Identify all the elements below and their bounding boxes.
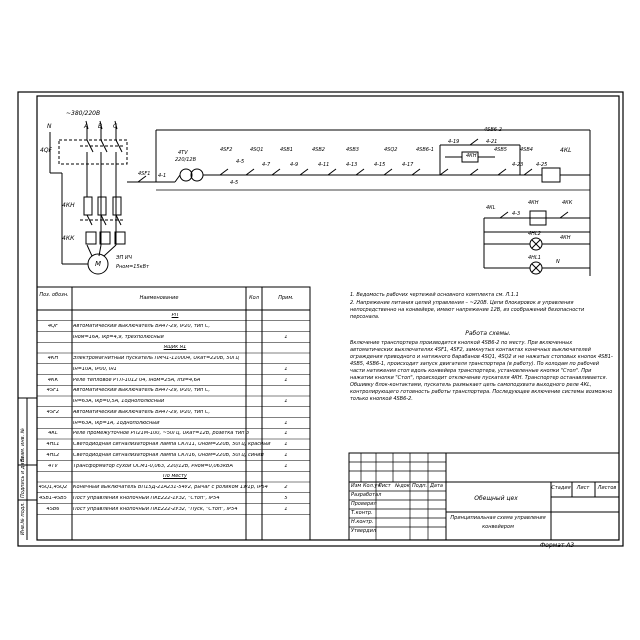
table-cell-pos: 4SQ1,4SQ2 (38, 485, 68, 490)
kh-coil-b (98, 197, 106, 215)
object-name: Обещный цех (474, 495, 518, 502)
table-cell-pos: 4SB1-4SB5 (39, 495, 67, 501)
table-row (37, 418, 310, 428)
wire-4-1: 4-1 (158, 173, 167, 179)
table-cell-pos: 4SF2 (46, 409, 60, 415)
hl1-label: 4НL1 (528, 255, 541, 261)
sb2-label: 4SB2 (312, 147, 325, 153)
table-row (37, 332, 310, 342)
stage-label: Стадия (551, 485, 571, 491)
qf-label: 4QF (40, 147, 52, 154)
change-col-sign: Подп. (412, 483, 428, 489)
note-2: 2. Напряжение питания цепей управления – ~220В. Цепи блокировок и управления непосредственно на конвейере, имеют напряжение 12В, из соображений безопасности персонала. (350, 300, 585, 320)
col-header-qty: Кол (249, 295, 259, 301)
kk-contact-label: 4КК (562, 200, 573, 206)
table-row (37, 342, 310, 352)
wire-4-3: 4-3 (512, 211, 521, 217)
change-col-kol: Кол.уч (363, 483, 381, 489)
table-cell-name: Автоматический выключатель ВА47-29, IP20, тип С, (73, 388, 210, 394)
format-label: Формат А3 (540, 542, 575, 549)
table-cell-pos: 4КL (48, 431, 58, 437)
sq1-label: 4SQ1 (250, 147, 264, 153)
role-ncontrol: Н.контр. (351, 519, 374, 525)
sb4-label: 4SB4 (520, 147, 533, 153)
neutral-label: N (556, 259, 560, 265)
sq2-label: 4SQ2 (384, 147, 398, 153)
table-cell-qty: 1 (284, 399, 288, 404)
side-stamp-sign: Подпись и дата (20, 456, 26, 498)
col-header-note: Прим. (278, 295, 294, 301)
table-cell-qty: 1 (284, 431, 288, 437)
table-cell-qty: 1 (284, 377, 288, 383)
sb5-label: 4SB5 (494, 147, 507, 153)
wire-4-19: 4-19 (448, 139, 460, 145)
table-cell-pos: 4КН (47, 356, 59, 361)
table-cell-name: Iн=63А, Iкр=0,5А, 1однополюсный (73, 399, 165, 404)
table-cell-name: Реле промежуточное РП21М-100, ~50Гц, Uкат=12В, розетка тип 3 (73, 431, 250, 437)
table-cell-pos: 4QF (48, 323, 58, 329)
supply-voltage-label: ~380/220В (66, 110, 101, 117)
change-col-list: Лист (378, 483, 391, 489)
table-cell-name: Пост управления кнопочный ПКЕ222-1УЗ2, "Стоп", IP54 (73, 495, 220, 501)
motor-label: М (94, 260, 102, 268)
table-cell-name: Iн=63А, Iкр=1А, 1однополюсный (73, 420, 160, 426)
phase-c-label: C (113, 123, 118, 130)
table-cell-name: Реле тепловое РТЛ-1012 04, Iном=25А, Iпз=4,6А (73, 377, 201, 383)
hl2-label: 4НL2 (528, 231, 541, 237)
kk-label: 4КК (62, 235, 75, 242)
table-row (37, 353, 310, 363)
table-cell-qty: 1 (284, 463, 288, 469)
table-cell-pos: 4SF1 (46, 388, 60, 394)
change-col-date: Дата (430, 483, 443, 489)
side-stamp-replace: Взам. инв. № (20, 428, 26, 462)
tv-ratio-label: 220/12В (175, 157, 197, 163)
table-cell-name: Электромагнитный пускатель ПМЧ1-110004, Uкат=220В, 50Гц (73, 356, 239, 361)
side-stamp-inv: Инв.№ подл. (20, 502, 26, 535)
table-cell-name: Светодиодная сигнализаторная лампа СКЛ16, Uном=220В, 50Гц, синий (73, 452, 264, 458)
kh-coil-label: 4КН (528, 200, 539, 206)
table-row (37, 321, 310, 331)
table-cell-pos: 4НL1 (46, 442, 60, 447)
table-cell-name: Ящик Я1 (163, 345, 187, 351)
wire-4-5: 4-5 (236, 159, 245, 165)
table-cell-name: По месту (163, 474, 187, 480)
table-row (37, 482, 310, 492)
change-col-doc: №док (395, 483, 410, 489)
table-cell-name: Пост управления кнопочный ПКЕ222-2УЗ2, "Пуск, "Стоп", IP54 (73, 506, 238, 512)
phase-a-label: A (84, 123, 89, 130)
wire-4-21: 4-21 (486, 139, 498, 145)
kh-coil-c (113, 197, 121, 215)
relay-4kl-coil (542, 168, 560, 182)
table-row (37, 364, 310, 374)
work-title: Работа схемы. (465, 330, 511, 337)
kl-label: 4КL (560, 147, 572, 154)
table-cell-qty: 1 (284, 334, 288, 340)
phase-n-label: N (47, 123, 52, 130)
wire-4-23: 4-23 (512, 162, 524, 168)
drawing-name: Принципиальная схема управления конвейером (450, 515, 546, 530)
table-cell-pos: 4НL2 (46, 452, 60, 458)
table-cell-name: Автоматический выключатель ВА47-29, IP20, тип С, (73, 409, 210, 415)
table-cell-qty: 1 (284, 420, 288, 426)
table-row (37, 493, 310, 503)
table-cell-qty: 1 (284, 452, 288, 458)
kh-contact-label: 4КН (560, 235, 571, 241)
sf1-label: 4SF1 (138, 171, 151, 177)
role-approver: Утвердил (351, 528, 377, 534)
table-row (37, 396, 310, 406)
table-row (37, 407, 310, 417)
col-header-name: Наименование (139, 295, 179, 301)
table-row (37, 461, 310, 471)
wire-4-25: 4-25 (536, 162, 548, 168)
kh-label: 4КН (62, 202, 75, 209)
transformer-secondary (191, 169, 203, 181)
sf2-label: 4SF2 (220, 147, 233, 153)
sb1-label: 4SB1 (280, 147, 293, 153)
table-cell-name: Iном=16А, Iкр=4,9, трехполюсный (73, 334, 164, 340)
table-cell-pos: 4КК (47, 377, 59, 383)
role-developer: Разработал (351, 492, 382, 498)
table-cell-name: Iн=10А, IP00, Iн1 (73, 366, 117, 372)
wire-4-11: 4-11 (318, 162, 330, 168)
motor-power-label: Рном=15кВт (116, 264, 150, 270)
wire-4-13: 4-13 (346, 162, 358, 168)
sb6-2-label: 4SB6-2 (484, 127, 502, 133)
wire-4-7: 4-7 (262, 162, 271, 168)
table-cell-name: Конечный выключатель ВП15Д-21А231-54У2, рычаг с роликом 1з/1р, IP54 (73, 485, 268, 490)
table-cell-qty: 1 (284, 506, 288, 512)
wire-4-15: 4-15 (374, 162, 386, 168)
sb6-1-label: 4SB6-1 (416, 147, 434, 153)
table-row (37, 375, 310, 385)
sheet-label: Лист (576, 485, 590, 491)
sb3-label: 4SB3 (346, 147, 359, 153)
table-cell-name: Светодиодная сигнализаторная лампа СКЛ11, Uном=220В, 50Гц, красный (73, 442, 271, 447)
table-row (37, 471, 310, 481)
change-col-izm: Изм (351, 483, 362, 489)
table-row (37, 385, 310, 395)
table-row (37, 504, 310, 514)
kl-contact-label: 4КL (486, 205, 496, 211)
wire-4-9: 4-9 (290, 162, 299, 168)
phase-b-label: B (98, 123, 103, 130)
col-header-pos: Поз. обозн. (39, 292, 69, 298)
work-description: Включение транспортера производится кнопкой 4SB6-2 по месту. При включенных автоматических выключателях 4SF1, 4SF2, замкнутых контактах конечных выключателей ограждения приводного и натяжного барабанов 4SQ1, 4SQ2 и не нажатых стоповых кнопок 4SB1-4SB5, 4SB6-1, происходит запуск двигателя транспортера (в работу). По колодам по рабочей части натяжения стоп вдоль конвейера транспортера, установленные кнопки "Стоп". При нажатии кнопки "Стоп", происходит отключение пускателя 4КН. Транспортер останавливается. Обшивку блок-контактами, пускатель размыкает цепь самоподхвата выходного реле 4КL, контролирующего готовность работы транспортера. Последующее включение системы возможно только кнопкой 4SB6-2. (350, 340, 613, 402)
wire-4-17: 4-17 (402, 162, 414, 168)
table-row (37, 428, 310, 438)
table-row (37, 450, 310, 460)
note-1: 1. Ведомость рабочих чертежей основного комплекта см. Л.1.1 (350, 292, 519, 298)
table-row (37, 310, 310, 320)
role-checker: Проверил (351, 501, 377, 507)
table-cell-pos: 4SB6 (46, 506, 60, 512)
transformer-primary (180, 169, 192, 181)
kh-branch-label: 4КН (466, 153, 477, 159)
tv-label: 4ТV (178, 150, 188, 156)
table-cell-name: РП (171, 313, 179, 318)
table-row (37, 439, 310, 449)
table-cell-name: Автоматический выключатель ВА47-29, IP20, тип С, (73, 323, 210, 329)
table-cell-name: Трансформатор сухой ОСМ1-0,063, 220/12В, Рном=0,063кВА (73, 463, 233, 469)
table-cell-pos: 4ТV (48, 463, 58, 469)
table-cell-qty: 2 (284, 485, 288, 490)
kh-coil-a (84, 197, 92, 215)
table-cell-qty: 1 (284, 366, 288, 372)
role-tcontrol: Т.контр. (351, 510, 373, 516)
sheets-label: Листов (597, 485, 617, 491)
wire-4-4: 4-5 (230, 180, 239, 186)
motor-type-label: ЭП ИЧ (116, 255, 133, 261)
table-cell-qty: 5 (284, 495, 288, 501)
table-cell-qty: 1 (284, 442, 288, 447)
